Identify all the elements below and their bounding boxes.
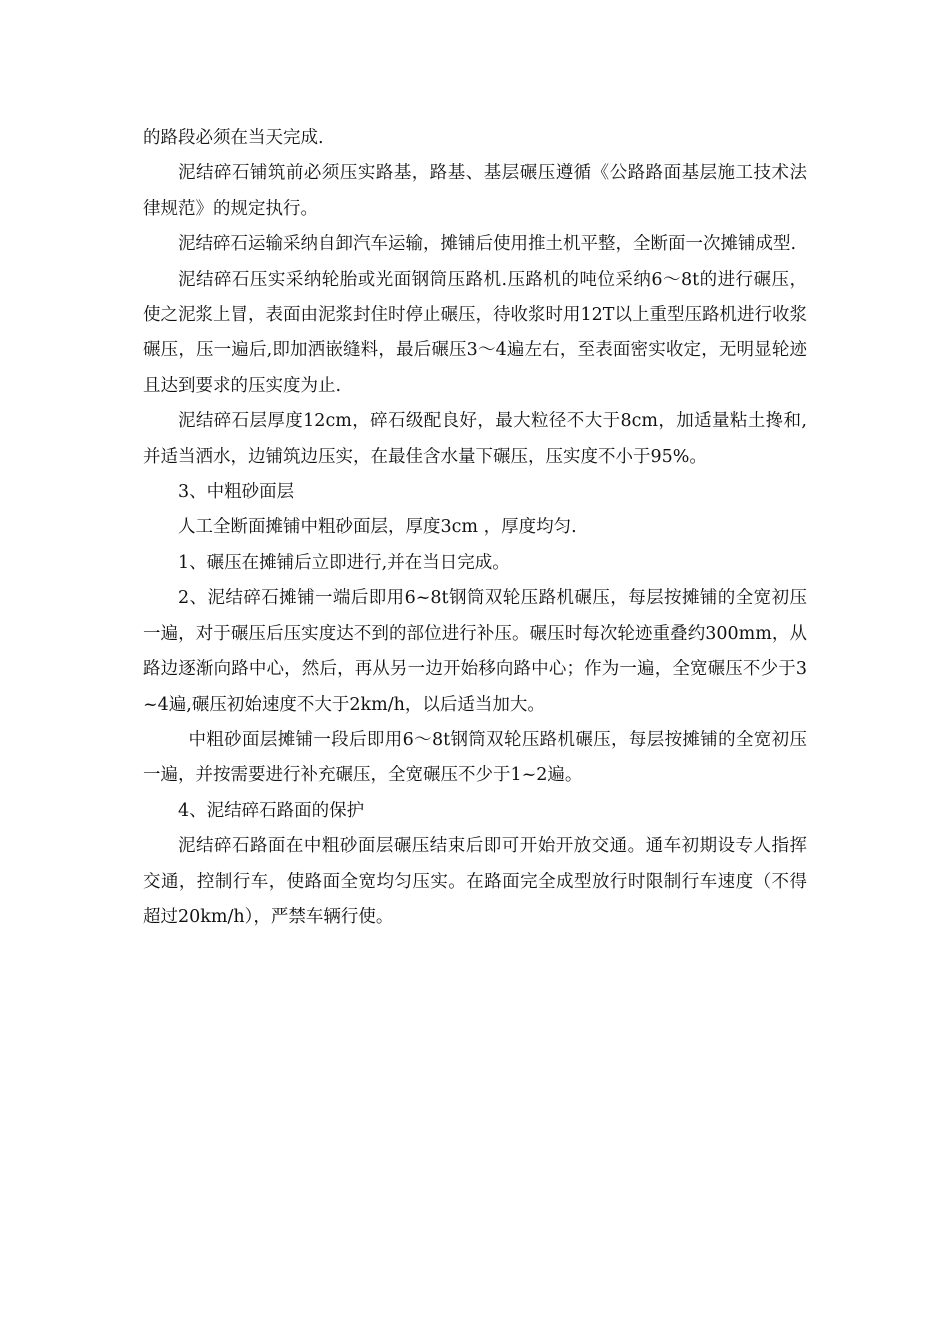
document-body — [143, 121, 807, 935]
section-heading-protection: 4、泥结碎石路面的保护 — [178, 800, 365, 821]
paragraph-sand-layer: 人工全断面摊铺中粗砂面层，厚度3cm ，厚度均匀. — [178, 517, 577, 538]
paragraph-layer-thickness: 泥结碎石层厚度12cm，碎石级配良好，最大粒径不大于8cm，加适量粘土搀和,并适当洒水，边铺筑边压实，在最佳含水量下碾压，压实度不小于95%。 — [143, 411, 807, 467]
paragraph-continuation: 的路段必须在当天完成. — [143, 128, 324, 148]
paragraph-transport: 泥结碎石运输采纳自卸汽车运输，摊铺后使用推土机平整，全断面一次摊铺成型. — [178, 234, 797, 255]
paragraph-subgrade-compaction: 泥结碎石铺筑前必须压实路基，路基、基层碾压遵循《公路路面基层施工技术法律规范》的规定执行。 — [143, 163, 807, 219]
section-heading-sand-layer: 3、中粗砂面层 — [178, 482, 295, 503]
paragraph-sand-rolling: 中粗砂面层摊铺一段后即用6～8t钢筒双轮压路机碾压，每层按摊铺的全宽初压一遍，并按需要进行补充碾压，全宽碾压不少于1~2遍。 — [143, 729, 807, 786]
paragraph-rolling: 泥结碎石压实采纳轮胎或光面钢筒压路机.压路机的吨位采纳6～8t的进行碾压，使之泥浆上冒，表面由泥浆封住时停止碾压，待收浆时用12T以上重型压路机进行收浆碾压，压一遍后,即加洒嵌缝料，最后碾压3～4遍左右，至表面密实收定，无明显轮迹且达到要求的压实度为止. — [143, 269, 807, 396]
paragraph-protection: 泥结碎石路面在中粗砂面层碾压结束后即可开始开放交通。通车初期设专人指挥交通，控制行车，使路面全宽均匀压实。在路面完全成型放行时限制行车速度（不得超过20km/h），严禁车辆行使。 — [143, 836, 807, 927]
list-item-1: 1、碾压在摊铺后立即进行,并在当日完成。 — [178, 552, 510, 573]
list-item-2: 2、泥结碎石摊铺一端后即用6~8t钢筒双轮压路机碾压，每层按摊铺的全宽初压一遍，对于碾压后压实度达不到的部位进行补压。碾压时每次轮迹重叠约300mm，从路边逐渐向路中心，然后，再从另一边开始移向路中心；作为一遍，全宽碾压不少于3~4遍,碾压初始速度不大于2km/h，以后适当加大。 — [143, 588, 807, 715]
